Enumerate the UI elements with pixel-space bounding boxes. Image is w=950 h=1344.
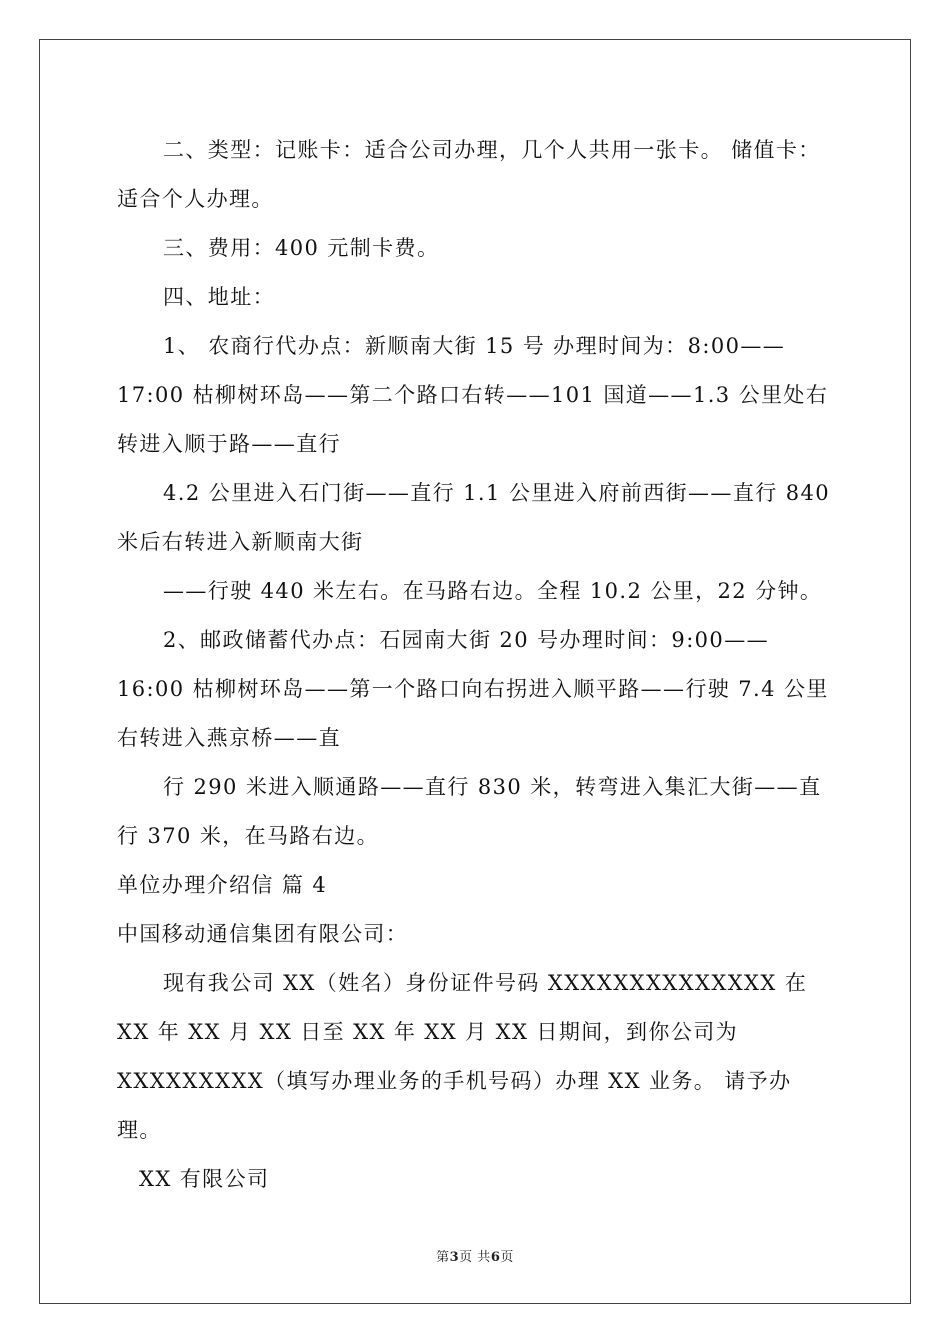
address-heading: 四、地址： bbox=[163, 285, 275, 309]
addressee: 中国移动通信集团有限公司： bbox=[117, 922, 409, 946]
footer-total-pages: 6 bbox=[490, 1250, 501, 1265]
footer-prefix: 第 bbox=[436, 1250, 450, 1265]
section-title: 单位办理介绍信 篇 4 bbox=[117, 873, 328, 897]
bank-route-paragraph-1: 4.2 公里进入石门街——直行 1.1 公里进入府前西街——直行 840 米后右转进入新顺南大街 bbox=[117, 481, 830, 554]
document-body bbox=[117, 126, 835, 1204]
type-paragraph: 二、类型：记账卡：适合公司办理，几个人共用一张卡。 储值卡：适合个人办理。 bbox=[117, 138, 821, 211]
bank-paragraph: 1、 农商行代办点：新顺南大街 15 号 办理时间为：8:00——17:00 枯柳树环岛——第二个路口右转——101 国道——1.3 公里处右转进入顺于路——直行 bbox=[117, 334, 829, 456]
footer-current-page: 3 bbox=[449, 1250, 460, 1265]
letter-body: 现有我公司 XX（姓名）身份证件号码 XXXXXXXXXXXXXX 在 XX 年 XX 月 XX 日至 XX 年 XX 月 XX 日期间，到你公司为 XXXXXXXXX（填写办理业务的手机号码）办理 XX 业务。 请予办理。 bbox=[117, 971, 808, 1142]
page-footer bbox=[0, 1246, 950, 1265]
signature: XX 有限公司 bbox=[139, 1167, 270, 1191]
footer-suffix: 页 bbox=[500, 1250, 514, 1265]
fee-paragraph: 三、费用：400 元制卡费。 bbox=[163, 236, 440, 260]
post-paragraph: 2、邮政储蓄代办点：石园南大街 20 号办理时间：9:00——16:00 枯柳树环岛——第一个路口向右拐进入顺平路——行驶 7.4 公里右转进入燕京桥——直 bbox=[117, 628, 829, 750]
footer-mid: 页 共 bbox=[459, 1250, 491, 1265]
bank-route-paragraph-2: ——行驶 440 米左右。在马路右边。全程 10.2 公里，22 分钟。 bbox=[163, 579, 823, 603]
post-route-paragraph: 行 290 米进入顺通路——直行 830 米，转弯进入集汇大街——直行 370 米，在马路右边。 bbox=[117, 775, 822, 848]
